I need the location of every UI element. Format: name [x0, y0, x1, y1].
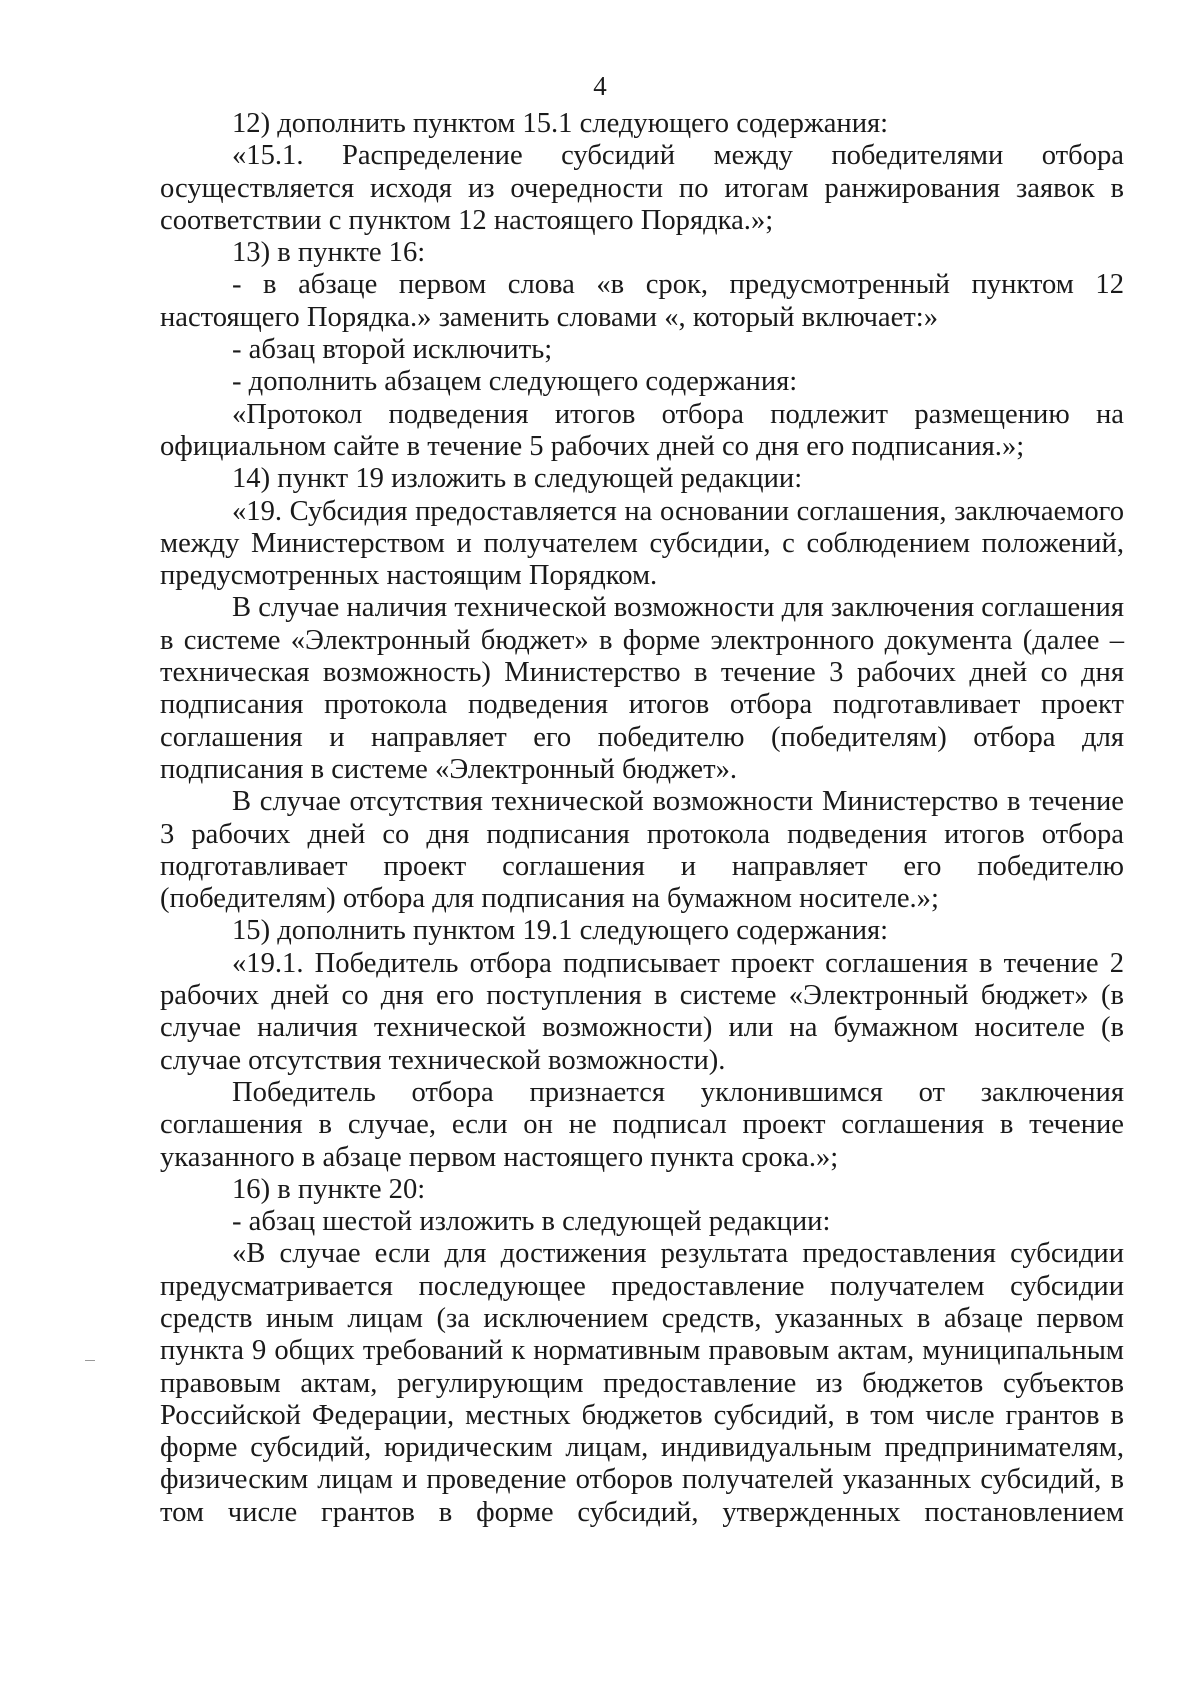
paragraph-13-item-3: - дополнить абзацем следующего содержания: — [232, 366, 798, 398]
paragraph-15-1-quote: «15.1. Распределение субсидий между победителями отбора осуществляется исходя из очередности по итогам ранжирования заявок в соответствии с пунктом 12 настоящего Порядка.»; — [160, 140, 1124, 236]
paragraph-19-quote: «19. Субсидия предоставляется на основании соглашения, заключаемого между Министерством и получателем субсидии, с соблюдением положений, предусмотренных настоящим Порядком. — [160, 495, 1124, 592]
scan-margin-mark — [85, 1360, 95, 1361]
document-body — [160, 108, 1124, 1529]
paragraph-12: 12) дополнить пунктом 15.1 следующего содержания: — [232, 108, 889, 139]
paragraph-19-tech-available: В случае наличия технической возможности для заключения соглашения в системе «Электронный бюджет» в форме электронного документа (далее – техническая возможность) Министерство в течение 3 рабочих дней со дня подписания протокола подведения итогов отбора подготавливает проект соглашения и направляет его победителю (победителям) отбора для подписания в системе «Электронный бюджет». — [160, 592, 1124, 785]
paragraph-protocol-quote: «Протокол подведения итогов отбора подлежит размещению на официальном сайте в течение 5 рабочих дней со дня его подписания.»; — [160, 398, 1124, 462]
paragraph-19-1-evasion: Победитель отбора признается уклонившимся от заключения соглашения в случае, если он не подписал проект соглашения в течение указанного в абзаце первом настоящего пункта срока.»; — [160, 1076, 1124, 1173]
paragraph-14: 14) пункт 19 изложить в следующей редакции: — [232, 463, 803, 495]
paragraph-15: 15) дополнить пунктом 19.1 следующего содержания: — [232, 915, 889, 947]
paragraph-16-item-1: - абзац шестой изложить в следующей редакции: — [232, 1206, 831, 1238]
paragraph-19-tech-absent: В случае отсутствия технической возможности Министерство в течение 3 рабочих дней со дня подписания протокола подведения итогов отбора подготавливает проект соглашения и направляет его победителю (победителям) отбора для подписания на бумажном носителе.»; — [160, 786, 1124, 915]
page-number: 4 — [593, 71, 607, 101]
paragraph-13-item-2: - абзац второй исключить; — [232, 334, 553, 366]
paragraph-16: 16) в пункте 20: — [232, 1173, 426, 1205]
paragraph-13-item-1: - в абзаце первом слова «в срок, предусмотренный пунктом 12 настоящего Порядка.» заменить словами «, который включает:» — [160, 269, 1124, 333]
paragraph-20-sixth-quote: «В случае если для достижения результата предоставления субсидии предусматривается последующее предоставление получателем субсидии средств иным лицам (за исключением средств, указанных в абзаце первом пункта 9 общих требований к нормативным правовым актам, муниципальным правовым актам, регулирующим предоставление из бюджетов субъектов Российской Федерации, местных бюджетов субсидий, в том числе грантов в форме субсидий, юридическим лицам, индивидуальным предпринимателям, физическим лицам и проведение отборов получателей указанных субсидий, в том числе грантов в форме субсидий, утвержденных постановлением — [160, 1238, 1124, 1528]
paragraph-19-1-quote: «19.1. Победитель отбора подписывает проект соглашения в течение 2 рабочих дней со дня его поступления в системе «Электронный бюджет» (в случае наличия технической возможности) или на бумажном носителе (в случае отсутствия технической возможности). — [160, 947, 1124, 1076]
paragraph-13: 13) в пункте 16: — [232, 237, 426, 269]
